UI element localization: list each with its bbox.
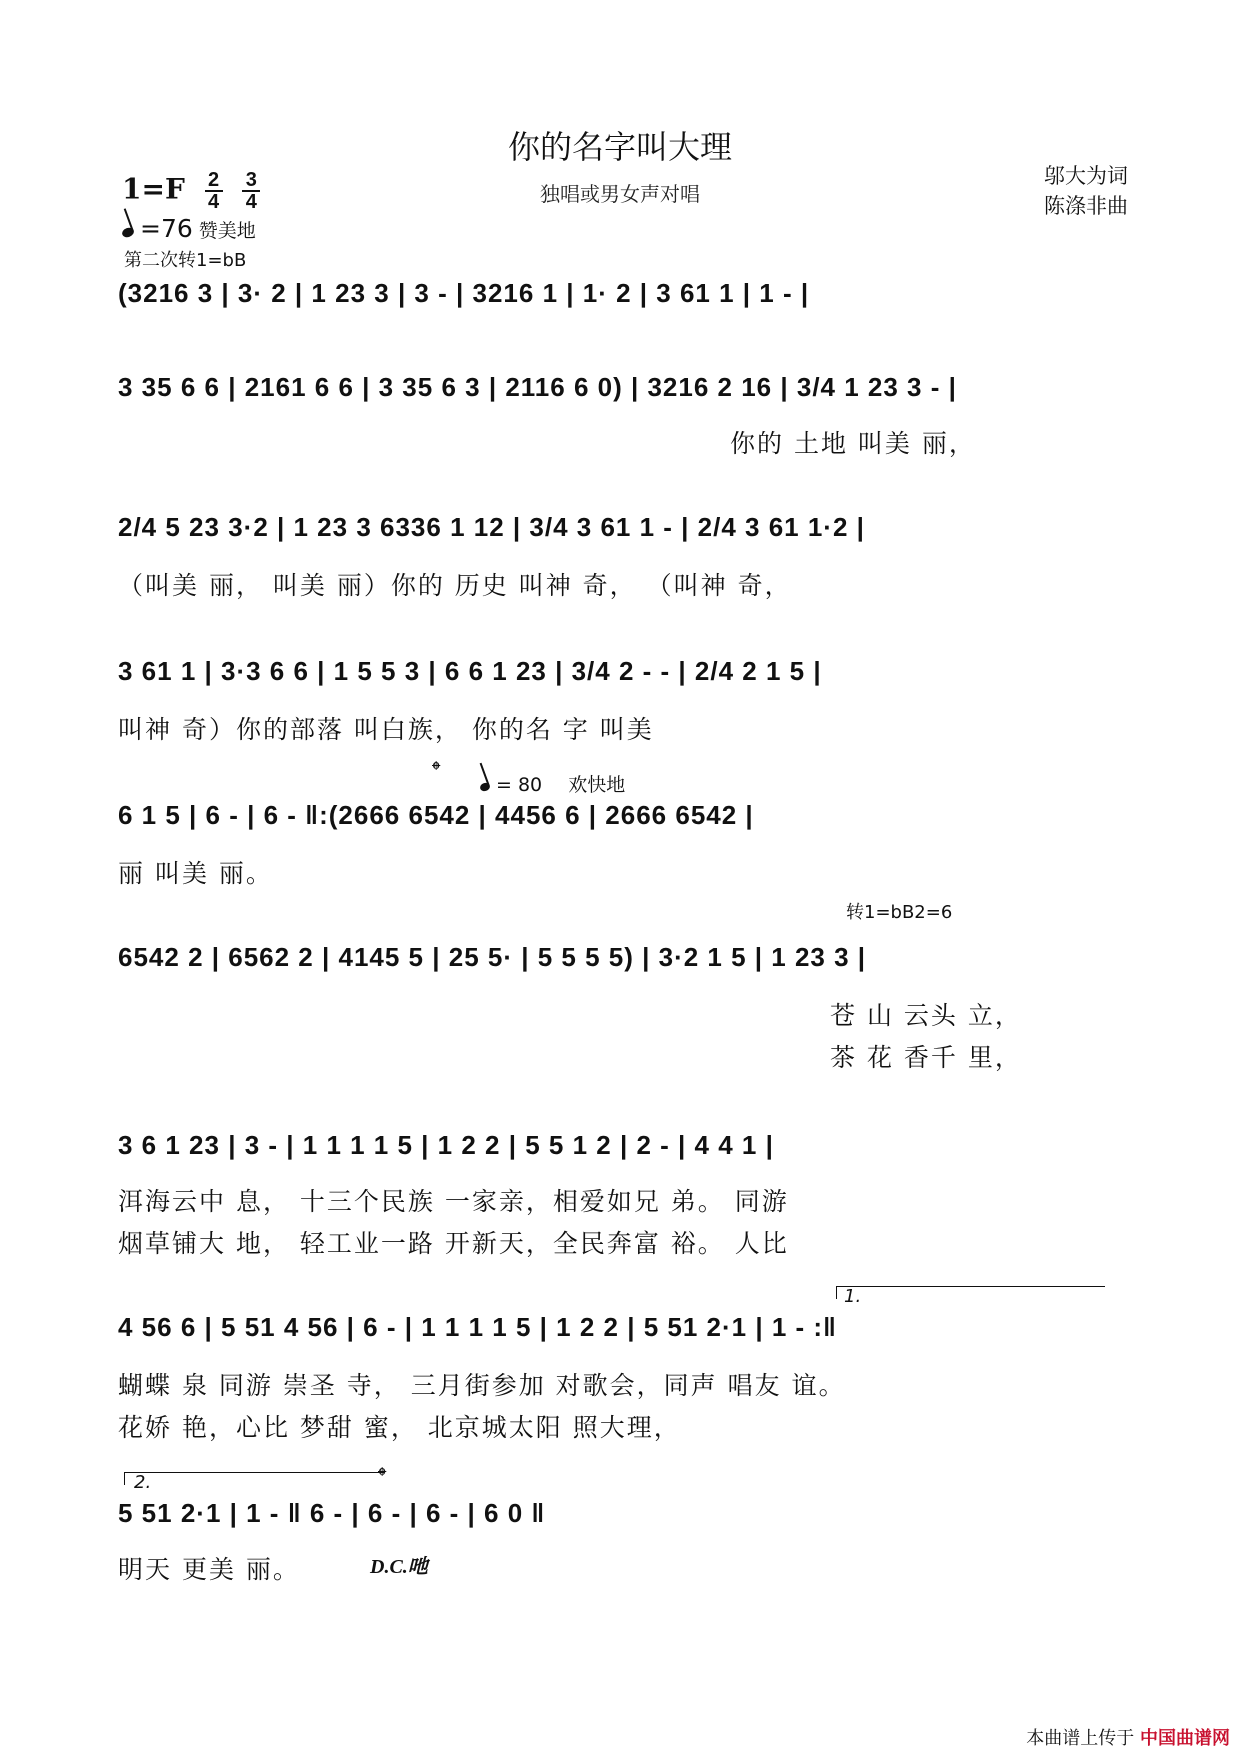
tempo2-value: = 80 (496, 774, 543, 796)
quarter-note-icon (479, 782, 491, 793)
lyric-line-3: （叫美 丽， 叫美 丽）你的 历史 叫神 奇， （叫神 奇， (118, 571, 792, 600)
coda-segno-mark: 𝄌 (378, 1462, 387, 1490)
lyric-line-5: 丽 叫美 丽。 (118, 859, 273, 888)
time-signature-3-4: 3 4 (242, 170, 260, 212)
notation-line-5: 6 1 5 | 6 - | 6 - ‖:(2666 6542 | 4456 6 | 2666 6542 | (118, 800, 754, 830)
volta-2-label: 2. (134, 1472, 152, 1493)
dc-marking: D.C.吔 (370, 1556, 428, 1578)
notation-line-6: 6542 2 | 6562 2 | 4145 5 | 25 5· | 5 5 5 5) | 3·2 1 5 | 1 23 3 | (118, 942, 867, 972)
notation-line-8: 4 56 6 | 5 51 4 56 | 6 - | 1 1 1 1 5 | 1 2 2 | 5 51 2·1 | 1 - :‖ (118, 1312, 837, 1342)
time-signature-2-4: 2 4 (205, 170, 223, 212)
lyric-line-6a: 苍 山 云头 立， (830, 1001, 1022, 1030)
notation-line-3: 2/4 5 23 3·2 | 1 23 3 6336 1 12 | 3/4 3 61 1 - | 2/4 3 61 1·2 | (118, 512, 865, 542)
notation-line-7: 3 6 1 23 | 3 - | 1 1 1 1 5 | 1 2 2 | 5 5 1 2 | 2 - | 4 4 1 | (118, 1130, 774, 1160)
lyricist: 邬大为词 (1044, 164, 1128, 188)
notation-line-1: (3216 3 | 3· 2 | 1 23 3 | 3 - | 3216 1 | 1· 2 | 3 61 1 | 1 - | (118, 278, 810, 308)
lyric-line-2: 你的 土地 叫美 丽， (730, 429, 976, 458)
key-signature (122, 170, 260, 212)
lyric-line-9: 明天 更美 丽。 (118, 1555, 300, 1584)
key-label: 1=F (122, 172, 185, 206)
lyric-line-7a: 洱海云中 息， 十三个民族 一家亲，相爱如兄 弟。 同游 (118, 1187, 789, 1216)
lyric-line-7b: 烟草铺大 地， 轻工业一路 开新天，全民奔富 裕。 人比 (118, 1229, 789, 1258)
notation-line-2: 3 35 6 6 | 2161 6 6 | 3 35 6 3 | 2116 6 0) | 3216 2 16 | 3/4 1 23 3 - | (118, 372, 957, 402)
lyric-line-8b: 花娇 艳，心比 梦甜 蜜， 北京城太阳 照大理， (118, 1413, 681, 1442)
tempo-value: =76 (140, 214, 193, 243)
notation-line-4: 3 61 1 | 3·3 6 6 | 1 5 5 3 | 6 6 1 23 | 3/4 2 - - | 2/4 2 1 5 | (118, 656, 822, 686)
modulation-note: 第二次转1=bB (124, 250, 247, 271)
footer-logo: 中国曲谱网 (1140, 1728, 1230, 1749)
tempo-marking-2 (480, 770, 625, 797)
quarter-note-icon (121, 226, 135, 239)
volta-1-label: 1. (844, 1286, 862, 1307)
lyric-line-6b: 茶 花 香千 里， (830, 1043, 1022, 1072)
tempo-marking (122, 214, 256, 243)
footer-watermark (1026, 1724, 1230, 1750)
tempo2-mark: 欢快地 (568, 774, 626, 796)
volta-bracket-1 (836, 1286, 1105, 1299)
notation-line-9: 5 51 2·1 | 1 - ‖ 6 - | 6 - | 6 - | 6 0 ‖ (118, 1498, 546, 1528)
page-subtitle: 独唱或男女声对唱 (540, 182, 700, 206)
segno-mark: 𝄌 (432, 756, 441, 784)
tempo-mark: 赞美地 (198, 220, 256, 242)
modulation-note-2: 转1=bB2=6 (846, 902, 953, 923)
volta-bracket-2 (124, 1472, 385, 1485)
lyric-line-8a: 蝴蝶 泉 同游 崇圣 寺， 三月街参加 对歌会，同声 唱友 谊。 (118, 1371, 846, 1400)
composer: 陈涤非曲 (1044, 194, 1128, 218)
page-title: 你的名字叫大理 (507, 128, 732, 166)
footer-text: 本曲谱上传于 (1026, 1728, 1135, 1749)
lyric-line-4: 叫神 奇）你的部落 叫白族， 你的名 字 叫美 (118, 715, 654, 744)
